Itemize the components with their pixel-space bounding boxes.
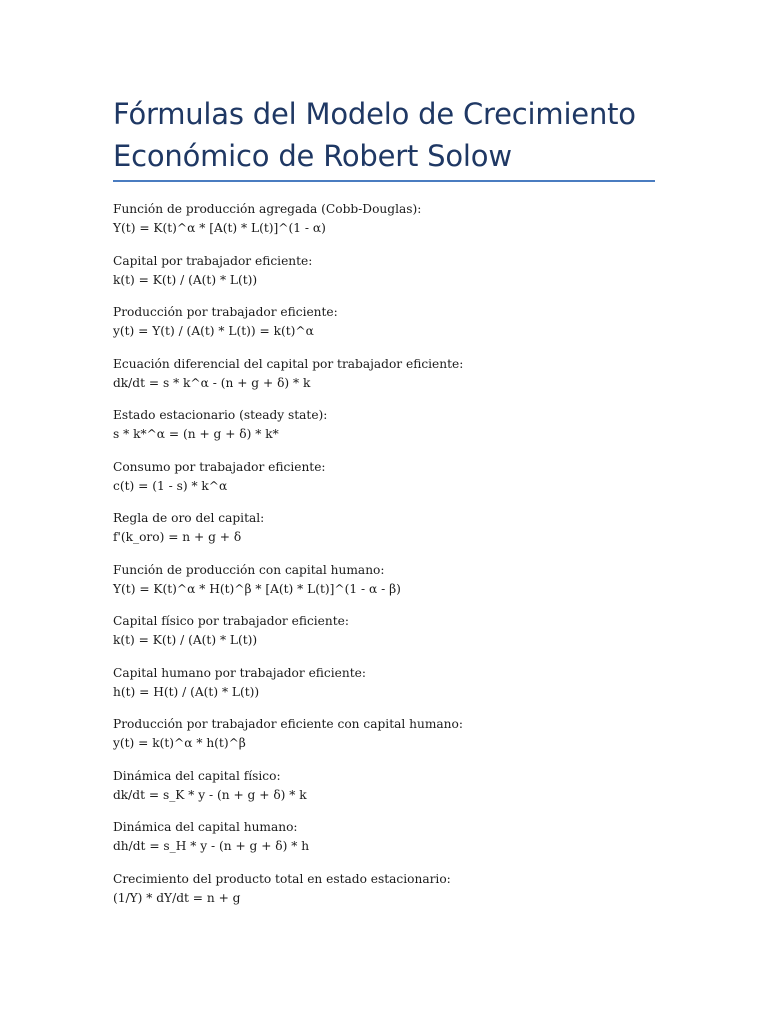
title-line-1: Fórmulas del Modelo de Crecimiento <box>113 97 636 131</box>
formula-expression: k(t) = K(t) / (A(t) * L(t)) <box>113 633 258 647</box>
title-underline <box>113 180 655 182</box>
formula-entry <box>113 612 673 664</box>
formula-entry <box>113 818 673 870</box>
formula-label: Capital por trabajador eficiente: <box>113 253 313 268</box>
formula-expression: dh/dt = s_H * y - (n + g + δ) * h <box>113 839 310 853</box>
formula-entry <box>113 767 673 819</box>
formula-entry <box>113 406 673 458</box>
formula-expression: s * k*^α = (n + g + δ) * k* <box>113 427 279 441</box>
formula-expression: c(t) = (1 - s) * k^α <box>113 478 228 493</box>
formula-entry <box>113 355 673 407</box>
formula-expression: y(t) = k(t)^α * h(t)^β <box>113 736 246 750</box>
formula-expression: (1/Y) * dY/dt = n + g <box>113 890 241 905</box>
formula-expression: h(t) = H(t) / (A(t) * L(t)) <box>113 684 260 699</box>
formula-entry <box>113 664 673 716</box>
formula-label: Crecimiento del producto total en estado estacionario: <box>113 871 451 886</box>
formula-label: Capital físico por trabajador eficiente: <box>113 614 349 628</box>
formula-label: Estado estacionario (steady state): <box>113 408 328 422</box>
formula-label: Función de producción con capital humano: <box>113 562 385 577</box>
formula-entry <box>113 200 673 252</box>
formula-entry <box>113 458 673 510</box>
formula-label: Dinámica del capital humano: <box>113 820 298 834</box>
formula-list <box>113 200 673 921</box>
formula-entry <box>113 252 673 304</box>
formula-label: Función de producción agregada (Cobb-Douglas): <box>113 202 422 216</box>
formula-label: Producción por trabajador eficiente: <box>113 305 338 319</box>
formula-expression: Y(t) = K(t)^α * H(t)^β * [A(t) * L(t)]^(1 - α - β) <box>113 581 401 596</box>
formula-entry <box>113 303 673 355</box>
formula-expression: dk/dt = s_K * y - (n + g + δ) * k <box>113 787 307 802</box>
formula-label: Producción por trabajador eficiente con capital humano: <box>113 717 463 731</box>
formula-entry <box>113 870 673 922</box>
formula-label: Consumo por trabajador eficiente: <box>113 459 326 474</box>
formula-expression: Y(t) = K(t)^α * [A(t) * L(t)]^(1 - α) <box>113 221 326 235</box>
formula-entry <box>113 561 673 613</box>
formula-label: Dinámica del capital físico: <box>113 768 281 783</box>
formula-label: Capital humano por trabajador eficiente: <box>113 665 366 680</box>
formula-expression: y(t) = Y(t) / (A(t) * L(t)) = k(t)^α <box>113 324 314 338</box>
formula-entry <box>113 715 673 767</box>
formula-entry <box>113 509 673 561</box>
title-line-2: Económico de Robert Solow <box>113 139 512 173</box>
formula-label: Regla de oro del capital: <box>113 511 265 525</box>
formula-expression: dk/dt = s * k^α - (n + g + δ) * k <box>113 375 311 390</box>
page-title <box>113 93 658 177</box>
formula-label: Ecuación diferencial del capital por trabajador eficiente: <box>113 356 464 371</box>
formula-expression: f'(k_oro) = n + g + δ <box>113 530 242 544</box>
formula-expression: k(t) = K(t) / (A(t) * L(t)) <box>113 272 258 287</box>
